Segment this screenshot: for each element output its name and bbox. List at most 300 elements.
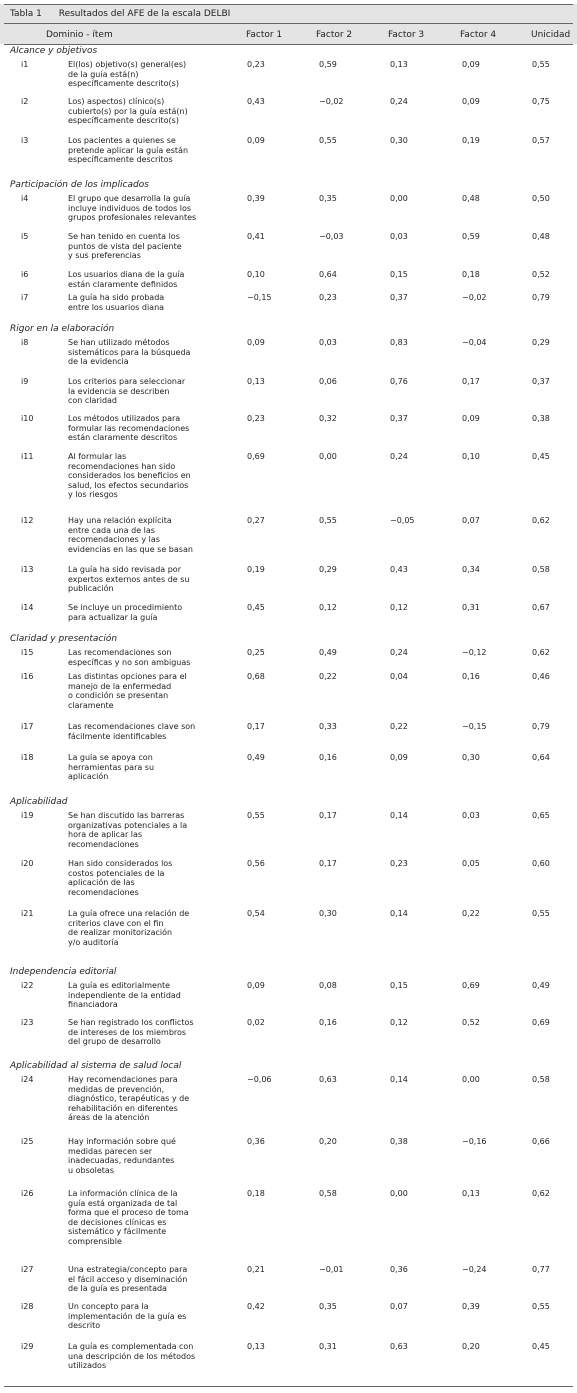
factor3-value: 0,37 xyxy=(390,293,408,302)
item-description xyxy=(68,232,208,261)
item-description-line: de la guía es presentada xyxy=(68,1284,167,1294)
factor1-value: 0,39 xyxy=(247,194,265,203)
factor4-value: 0,10 xyxy=(462,452,480,461)
factor4-value: 0,09 xyxy=(462,60,480,69)
item-description-line: específicamente descritos xyxy=(68,155,173,165)
unicidad-value: 0,46 xyxy=(532,672,550,681)
unicidad-value: 0,50 xyxy=(532,194,550,203)
item-description-line: costos potenciales de la xyxy=(68,868,165,878)
factor1-value: 0,68 xyxy=(247,672,265,681)
item-description-line: Hay una relación explícita xyxy=(68,516,172,525)
factor3-value: 0,23 xyxy=(390,859,408,868)
factor1-value: 0,02 xyxy=(247,1018,265,1027)
unicidad-value: 0,55 xyxy=(532,60,550,69)
item-description xyxy=(68,452,208,500)
unicidad-value: 0,55 xyxy=(532,909,550,918)
factor4-value: 0,59 xyxy=(462,232,480,241)
section-heading: Rigor en la elaboración xyxy=(10,324,115,334)
item-description-line: incluye individuos de todos los xyxy=(68,203,192,213)
factor4-value: 0,00 xyxy=(462,1075,480,1084)
item-description-line: entre los usuarios diana xyxy=(68,302,165,312)
bottom-rule xyxy=(4,1386,573,1387)
item-description-line: Los criterios para seleccionar xyxy=(68,377,186,386)
top-rule xyxy=(4,4,573,5)
item-code: i16 xyxy=(21,672,34,681)
item-description xyxy=(68,565,208,594)
item-description-line: fácilmente identificables xyxy=(68,731,167,741)
item-code: i2 xyxy=(21,97,29,106)
factor2-value: 0,17 xyxy=(319,859,337,868)
item-description xyxy=(68,60,208,89)
item-description-line: La guía es editorialmente xyxy=(68,981,171,990)
factor1-value: 0,42 xyxy=(247,1302,265,1311)
factor4-value: 0,07 xyxy=(462,516,480,525)
factor1-value: 0,13 xyxy=(247,377,265,386)
column-header-factor1: Factor 1 xyxy=(246,30,283,40)
item-description xyxy=(68,1342,208,1371)
factor1-value: 0,09 xyxy=(247,136,265,145)
factor2-value: 0,31 xyxy=(319,1342,337,1351)
factor3-value: 0,15 xyxy=(390,270,408,279)
unicidad-value: 0,58 xyxy=(532,1075,550,1084)
factor4-value: 0,52 xyxy=(462,1018,480,1027)
factor4-value: −0,12 xyxy=(462,648,487,657)
factor2-value: 0,49 xyxy=(319,648,337,657)
item-code: i25 xyxy=(21,1137,34,1146)
item-description-line: el fácil acceso y diseminación xyxy=(68,1274,188,1284)
factor2-value: 0,08 xyxy=(319,981,337,990)
unicidad-value: 0,55 xyxy=(532,1302,550,1311)
factor1-value: 0,41 xyxy=(247,232,265,241)
factor3-value: 0,04 xyxy=(390,672,408,681)
unicidad-value: 0,45 xyxy=(532,452,550,461)
unicidad-value: 0,65 xyxy=(532,811,550,820)
item-code: i28 xyxy=(21,1302,34,1311)
item-code: i12 xyxy=(21,516,34,525)
unicidad-value: 0,67 xyxy=(532,603,550,612)
factor3-value: 0,24 xyxy=(390,648,408,657)
item-description xyxy=(68,722,208,741)
item-description xyxy=(68,811,208,849)
factor4-value: 0,31 xyxy=(462,603,480,612)
item-description-line: utilizados xyxy=(68,1361,107,1371)
unicidad-value: 0,77 xyxy=(532,1265,550,1274)
column-header-factor3: Factor 3 xyxy=(388,30,425,40)
section-heading: Aplicabilidad al sistema de salud local xyxy=(10,1061,182,1071)
factor3-value: 0,43 xyxy=(390,565,408,574)
factor2-value: 0,23 xyxy=(319,293,337,302)
table-title xyxy=(10,9,230,19)
item-description xyxy=(68,1189,208,1247)
item-code: i7 xyxy=(21,293,29,302)
item-description-line: Hay información sobre qué xyxy=(68,1137,176,1146)
factor3-value: 0,14 xyxy=(390,909,408,918)
item-description-line: de intereses de los miembros xyxy=(68,1027,187,1037)
factor4-value: 0,09 xyxy=(462,97,480,106)
factor1-value: 0,09 xyxy=(247,338,265,347)
factor2-value: 0,16 xyxy=(319,1018,337,1027)
unicidad-value: 0,69 xyxy=(532,1018,550,1027)
factor1-value: 0,10 xyxy=(247,270,265,279)
item-description-line: específicamente descrito(s) xyxy=(68,116,179,126)
item-description-line: medidas parecen ser xyxy=(68,1146,153,1156)
factor3-value: 0,83 xyxy=(390,338,408,347)
factor1-value: 0,09 xyxy=(247,981,265,990)
factor2-value: −0,03 xyxy=(319,232,344,241)
item-description xyxy=(68,981,208,1010)
item-description-line: o condición se presentan xyxy=(68,691,169,701)
item-description-line: Los usuarios diana de la guía xyxy=(68,270,185,279)
item-description-line: recomendaciones xyxy=(68,839,139,849)
item-code: i14 xyxy=(21,603,34,612)
item-description xyxy=(68,1265,208,1294)
item-description-line: y los riesgos xyxy=(68,490,118,500)
factor1-value: 0,55 xyxy=(247,811,265,820)
factor1-value: 0,25 xyxy=(247,648,265,657)
factor4-value: 0,09 xyxy=(462,414,480,423)
item-code: i22 xyxy=(21,981,34,990)
factor1-value: 0,54 xyxy=(247,909,265,918)
item-description-line: La guía se apoya con xyxy=(68,753,153,762)
item-description-line: Las distintas opciones para el xyxy=(68,672,187,681)
item-description xyxy=(68,753,208,782)
column-header-item: Dominio - ítem xyxy=(46,30,113,40)
item-description-line: independiente de la entidad xyxy=(68,990,181,1000)
item-description xyxy=(68,1302,208,1331)
factor1-value: 0,23 xyxy=(247,414,265,423)
factor2-value: 0,32 xyxy=(319,414,337,423)
unicidad-value: 0,45 xyxy=(532,1342,550,1351)
factor3-value: 0,38 xyxy=(390,1137,408,1146)
item-description-line: Las recomendaciones clave son xyxy=(68,722,196,731)
item-code: i4 xyxy=(21,194,29,203)
factor2-value: 0,06 xyxy=(319,377,337,386)
item-description-line: criterios clave con el fin xyxy=(68,918,164,928)
item-description-line: La guía ofrece una relación de xyxy=(68,909,190,918)
item-description-line: hora de aplicar las xyxy=(68,830,143,840)
section-heading: Participación de los implicados xyxy=(10,180,149,190)
factor4-value: 0,17 xyxy=(462,377,480,386)
factor1-value: 0,19 xyxy=(247,565,265,574)
item-description-line: de realizar monitorización xyxy=(68,928,173,938)
factor4-value: −0,24 xyxy=(462,1265,487,1274)
item-code: i18 xyxy=(21,753,34,762)
item-description-line: Al formular las xyxy=(68,452,127,461)
item-description-line: expertos externos antes de su xyxy=(68,574,190,584)
factor4-value: 0,05 xyxy=(462,859,480,868)
item-description-line: específicas y no son ambiguas xyxy=(68,657,191,667)
factor3-value: 0,00 xyxy=(390,1189,408,1198)
header-rule xyxy=(4,44,573,45)
item-description-line: considerados los beneficios en xyxy=(68,471,191,481)
section-heading: Independencia editorial xyxy=(10,967,117,977)
factor3-value: 0,24 xyxy=(390,97,408,106)
item-description-line: áreas de la atención xyxy=(68,1113,150,1123)
item-description-line: entre cada una de las xyxy=(68,525,155,535)
item-description-line: de decisiones clínicas es xyxy=(68,1217,167,1227)
factor2-value: 0,55 xyxy=(319,516,337,525)
column-header-factor4: Factor 4 xyxy=(460,30,497,40)
factor2-value: 0,17 xyxy=(319,811,337,820)
item-code: i10 xyxy=(21,414,34,423)
item-description-line: grupos profesionales relevantes xyxy=(68,213,197,223)
factor2-value: 0,16 xyxy=(319,753,337,762)
item-description-line: descrito xyxy=(68,1321,101,1331)
item-description-line: puntos de vista del paciente xyxy=(68,241,182,251)
unicidad-value: 0,48 xyxy=(532,232,550,241)
factor4-value: −0,04 xyxy=(462,338,487,347)
item-description xyxy=(68,136,208,165)
factor4-value: 0,69 xyxy=(462,981,480,990)
factor1-value: 0,21 xyxy=(247,1265,265,1274)
item-description-line: Los métodos utilizados para xyxy=(68,414,181,423)
item-description-line: diagnóstico, terapéuticas y de xyxy=(68,1094,190,1104)
item-description xyxy=(68,377,208,406)
table-caption: Resultados del AFE de la escala DELBI xyxy=(58,9,231,19)
factor4-value: −0,15 xyxy=(462,722,487,731)
item-code: i20 xyxy=(21,859,34,868)
item-description-line: están claramente definidos xyxy=(68,279,178,289)
column-header-unicidad: Unicidad xyxy=(531,30,571,40)
item-description xyxy=(68,414,208,443)
factor2-value: 0,20 xyxy=(319,1137,337,1146)
unicidad-value: 0,49 xyxy=(532,981,550,990)
item-description-line: implementación de la guía es xyxy=(68,1311,187,1321)
item-code: i24 xyxy=(21,1075,34,1084)
item-description-line: publicación xyxy=(68,584,114,594)
column-header-factor2: Factor 2 xyxy=(316,30,353,40)
item-description-line: específicamente descrito(s) xyxy=(68,79,179,89)
item-description-line: comprensible xyxy=(68,1236,122,1246)
factor3-value: −0,05 xyxy=(390,516,415,525)
factor2-value: 0,30 xyxy=(319,909,337,918)
item-description-line: pretende aplicar la guía están xyxy=(68,145,189,155)
item-code: i13 xyxy=(21,565,34,574)
item-description-line: recomendaciones y las xyxy=(68,535,160,545)
factor3-value: 0,37 xyxy=(390,414,408,423)
item-code: i1 xyxy=(21,60,29,69)
item-code: i26 xyxy=(21,1189,34,1198)
item-description xyxy=(68,603,208,622)
item-description-line: de la evidencia xyxy=(68,357,129,367)
unicidad-value: 0,66 xyxy=(532,1137,550,1146)
factor2-value: 0,55 xyxy=(319,136,337,145)
item-code: i3 xyxy=(21,136,29,145)
unicidad-value: 0,57 xyxy=(532,136,550,145)
item-description-line: y sus preferencias xyxy=(68,251,141,261)
item-description xyxy=(68,270,208,289)
factor3-value: 0,13 xyxy=(390,60,408,69)
factor3-value: 0,30 xyxy=(390,136,408,145)
item-description-line: Se han tenido en cuenta los xyxy=(68,232,180,241)
item-description xyxy=(68,1137,208,1175)
factor1-value: 0,18 xyxy=(247,1189,265,1198)
unicidad-value: 0,52 xyxy=(532,270,550,279)
item-code: i27 xyxy=(21,1265,34,1274)
item-code: i29 xyxy=(21,1342,34,1351)
item-description-line: Los pacientes a quienes se xyxy=(68,136,176,145)
factor4-value: −0,02 xyxy=(462,293,487,302)
item-description-line: recomendaciones xyxy=(68,887,139,897)
factor3-value: 0,09 xyxy=(390,753,408,762)
factor2-value: 0,00 xyxy=(319,452,337,461)
item-description-line: La guía ha sido revisada por xyxy=(68,565,181,574)
item-description xyxy=(68,909,208,947)
item-description-line: medidas de prevención, xyxy=(68,1084,165,1094)
item-description-line: del grupo de desarrollo xyxy=(68,1037,161,1047)
item-description xyxy=(68,338,208,367)
item-description xyxy=(68,194,208,223)
factor4-value: 0,39 xyxy=(462,1302,480,1311)
factor2-value: 0,35 xyxy=(319,1302,337,1311)
item-description-line: manejo de la enfermedad xyxy=(68,681,172,691)
item-code: i19 xyxy=(21,811,34,820)
item-code: i5 xyxy=(21,232,29,241)
unicidad-value: 0,62 xyxy=(532,648,550,657)
item-description-line: herramientas para su xyxy=(68,762,155,772)
item-description-line: Se han registrado los conflictos xyxy=(68,1018,194,1027)
item-description-line: sistemático y fácilmente xyxy=(68,1227,167,1237)
item-description xyxy=(68,859,208,897)
item-code: i11 xyxy=(21,452,34,461)
factor1-value: 0,43 xyxy=(247,97,265,106)
item-description-line: una descripción de los métodos xyxy=(68,1351,196,1361)
factor1-value: 0,69 xyxy=(247,452,265,461)
factor4-value: 0,48 xyxy=(462,194,480,203)
item-description-line: La guía ha sido probada xyxy=(68,293,165,302)
item-description-line: y/o auditoría xyxy=(68,937,119,947)
factor3-value: 0,07 xyxy=(390,1302,408,1311)
item-description xyxy=(68,1075,208,1123)
factor4-value: −0,16 xyxy=(462,1137,487,1146)
factor1-value: 0,45 xyxy=(247,603,265,612)
item-description-line: organizativas potenciales a la xyxy=(68,820,188,830)
factor3-value: 0,76 xyxy=(390,377,408,386)
factor4-value: 0,03 xyxy=(462,811,480,820)
unicidad-value: 0,38 xyxy=(532,414,550,423)
item-description-line: Hay recomendaciones para xyxy=(68,1075,178,1084)
factor2-value: 0,64 xyxy=(319,270,337,279)
unicidad-value: 0,60 xyxy=(532,859,550,868)
item-description xyxy=(68,516,208,554)
factor2-value: 0,58 xyxy=(319,1189,337,1198)
factor2-value: 0,35 xyxy=(319,194,337,203)
item-description-line: forma que el proceso de toma xyxy=(68,1208,189,1218)
factor1-value: −0,06 xyxy=(247,1075,272,1084)
unicidad-value: 0,37 xyxy=(532,377,550,386)
factor2-value: −0,02 xyxy=(319,97,344,106)
item-description-line: sistemáticos para la búsqueda xyxy=(68,347,191,357)
item-description-line: Una estrategia/concepto para xyxy=(68,1265,188,1274)
item-description-line: Se han discutido las barreras xyxy=(68,811,185,820)
item-description-line: formular las recomendaciones xyxy=(68,423,190,433)
factor1-value: 0,23 xyxy=(247,60,265,69)
item-description-line: Un concepto para la xyxy=(68,1302,149,1311)
item-description-line: salud, los efectos secundarios xyxy=(68,480,189,490)
item-description-line: con claridad xyxy=(68,396,117,406)
factor3-value: 0,24 xyxy=(390,452,408,461)
factor4-value: 0,20 xyxy=(462,1342,480,1351)
factor1-value: 0,17 xyxy=(247,722,265,731)
factor4-value: 0,19 xyxy=(462,136,480,145)
factor3-value: 0,12 xyxy=(390,603,408,612)
unicidad-value: 0,29 xyxy=(532,338,550,347)
item-code: i17 xyxy=(21,722,34,731)
factor3-value: 0,63 xyxy=(390,1342,408,1351)
factor2-value: 0,12 xyxy=(319,603,337,612)
section-heading: Alcance y objetivos xyxy=(10,46,98,56)
item-description-line: aplicación xyxy=(68,772,109,782)
item-description-line: de la guía está(n) xyxy=(68,69,139,79)
item-description-line: La guía es complementada con xyxy=(68,1342,194,1351)
item-description-line: la evidencia se describen xyxy=(68,386,170,396)
item-description xyxy=(68,672,208,710)
factor3-value: 0,03 xyxy=(390,232,408,241)
item-description-line: La información clínica de la xyxy=(68,1189,178,1198)
item-description-line: Las recomendaciones son xyxy=(68,648,172,657)
factor4-value: 0,16 xyxy=(462,672,480,681)
item-description-line: Los) aspectos) clínico(s) xyxy=(68,97,165,106)
factor3-value: 0,15 xyxy=(390,981,408,990)
factor3-value: 0,00 xyxy=(390,194,408,203)
factor4-value: 0,22 xyxy=(462,909,480,918)
item-description-line: claramente xyxy=(68,700,114,710)
title-rule xyxy=(4,23,573,24)
item-description-line: rehabilitación en diferentes xyxy=(68,1103,178,1113)
unicidad-value: 0,58 xyxy=(532,565,550,574)
factor4-value: 0,18 xyxy=(462,270,480,279)
item-code: i9 xyxy=(21,377,29,386)
factor2-value: 0,59 xyxy=(319,60,337,69)
table-label: Tabla 1 xyxy=(10,9,42,19)
unicidad-value: 0,75 xyxy=(532,97,550,106)
factor3-value: 0,12 xyxy=(390,1018,408,1027)
item-description xyxy=(68,293,208,312)
item-description xyxy=(68,1018,208,1047)
item-description-line: El grupo que desarrolla la guía xyxy=(68,194,191,203)
factor2-value: 0,03 xyxy=(319,338,337,347)
item-description-line: Se han utilizado métodos xyxy=(68,338,170,347)
item-description xyxy=(68,97,208,126)
item-description-line: cubierto(s) por la guía está(n) xyxy=(68,106,188,116)
item-description-line: u obsoletas xyxy=(68,1165,114,1175)
factor1-value: −0,15 xyxy=(247,293,272,302)
item-description-line: para actualizar la guía xyxy=(68,612,158,622)
factor1-value: 0,36 xyxy=(247,1137,265,1146)
factor3-value: 0,22 xyxy=(390,722,408,731)
unicidad-value: 0,62 xyxy=(532,516,550,525)
item-description-line: financiadora xyxy=(68,1000,118,1010)
factor4-value: 0,30 xyxy=(462,753,480,762)
item-description-line: inadecuadas, redundantes xyxy=(68,1156,175,1166)
unicidad-value: 0,79 xyxy=(532,293,550,302)
unicidad-value: 0,79 xyxy=(532,722,550,731)
item-code: i15 xyxy=(21,648,34,657)
item-code: i21 xyxy=(21,909,34,918)
factor2-value: −0,01 xyxy=(319,1265,344,1274)
factor1-value: 0,27 xyxy=(247,516,265,525)
section-heading: Claridad y presentación xyxy=(10,634,118,644)
section-heading: Aplicabilidad xyxy=(10,797,68,807)
item-description-line: El(los) objetivo(s) general(es) xyxy=(68,60,187,69)
item-description-line: Han sido considerados los xyxy=(68,859,173,868)
unicidad-value: 0,62 xyxy=(532,1189,550,1198)
factor2-value: 0,22 xyxy=(319,672,337,681)
item-description xyxy=(68,648,208,667)
item-description-line: están claramente descritos xyxy=(68,433,178,443)
factor2-value: 0,29 xyxy=(319,565,337,574)
factor3-value: 0,36 xyxy=(390,1265,408,1274)
